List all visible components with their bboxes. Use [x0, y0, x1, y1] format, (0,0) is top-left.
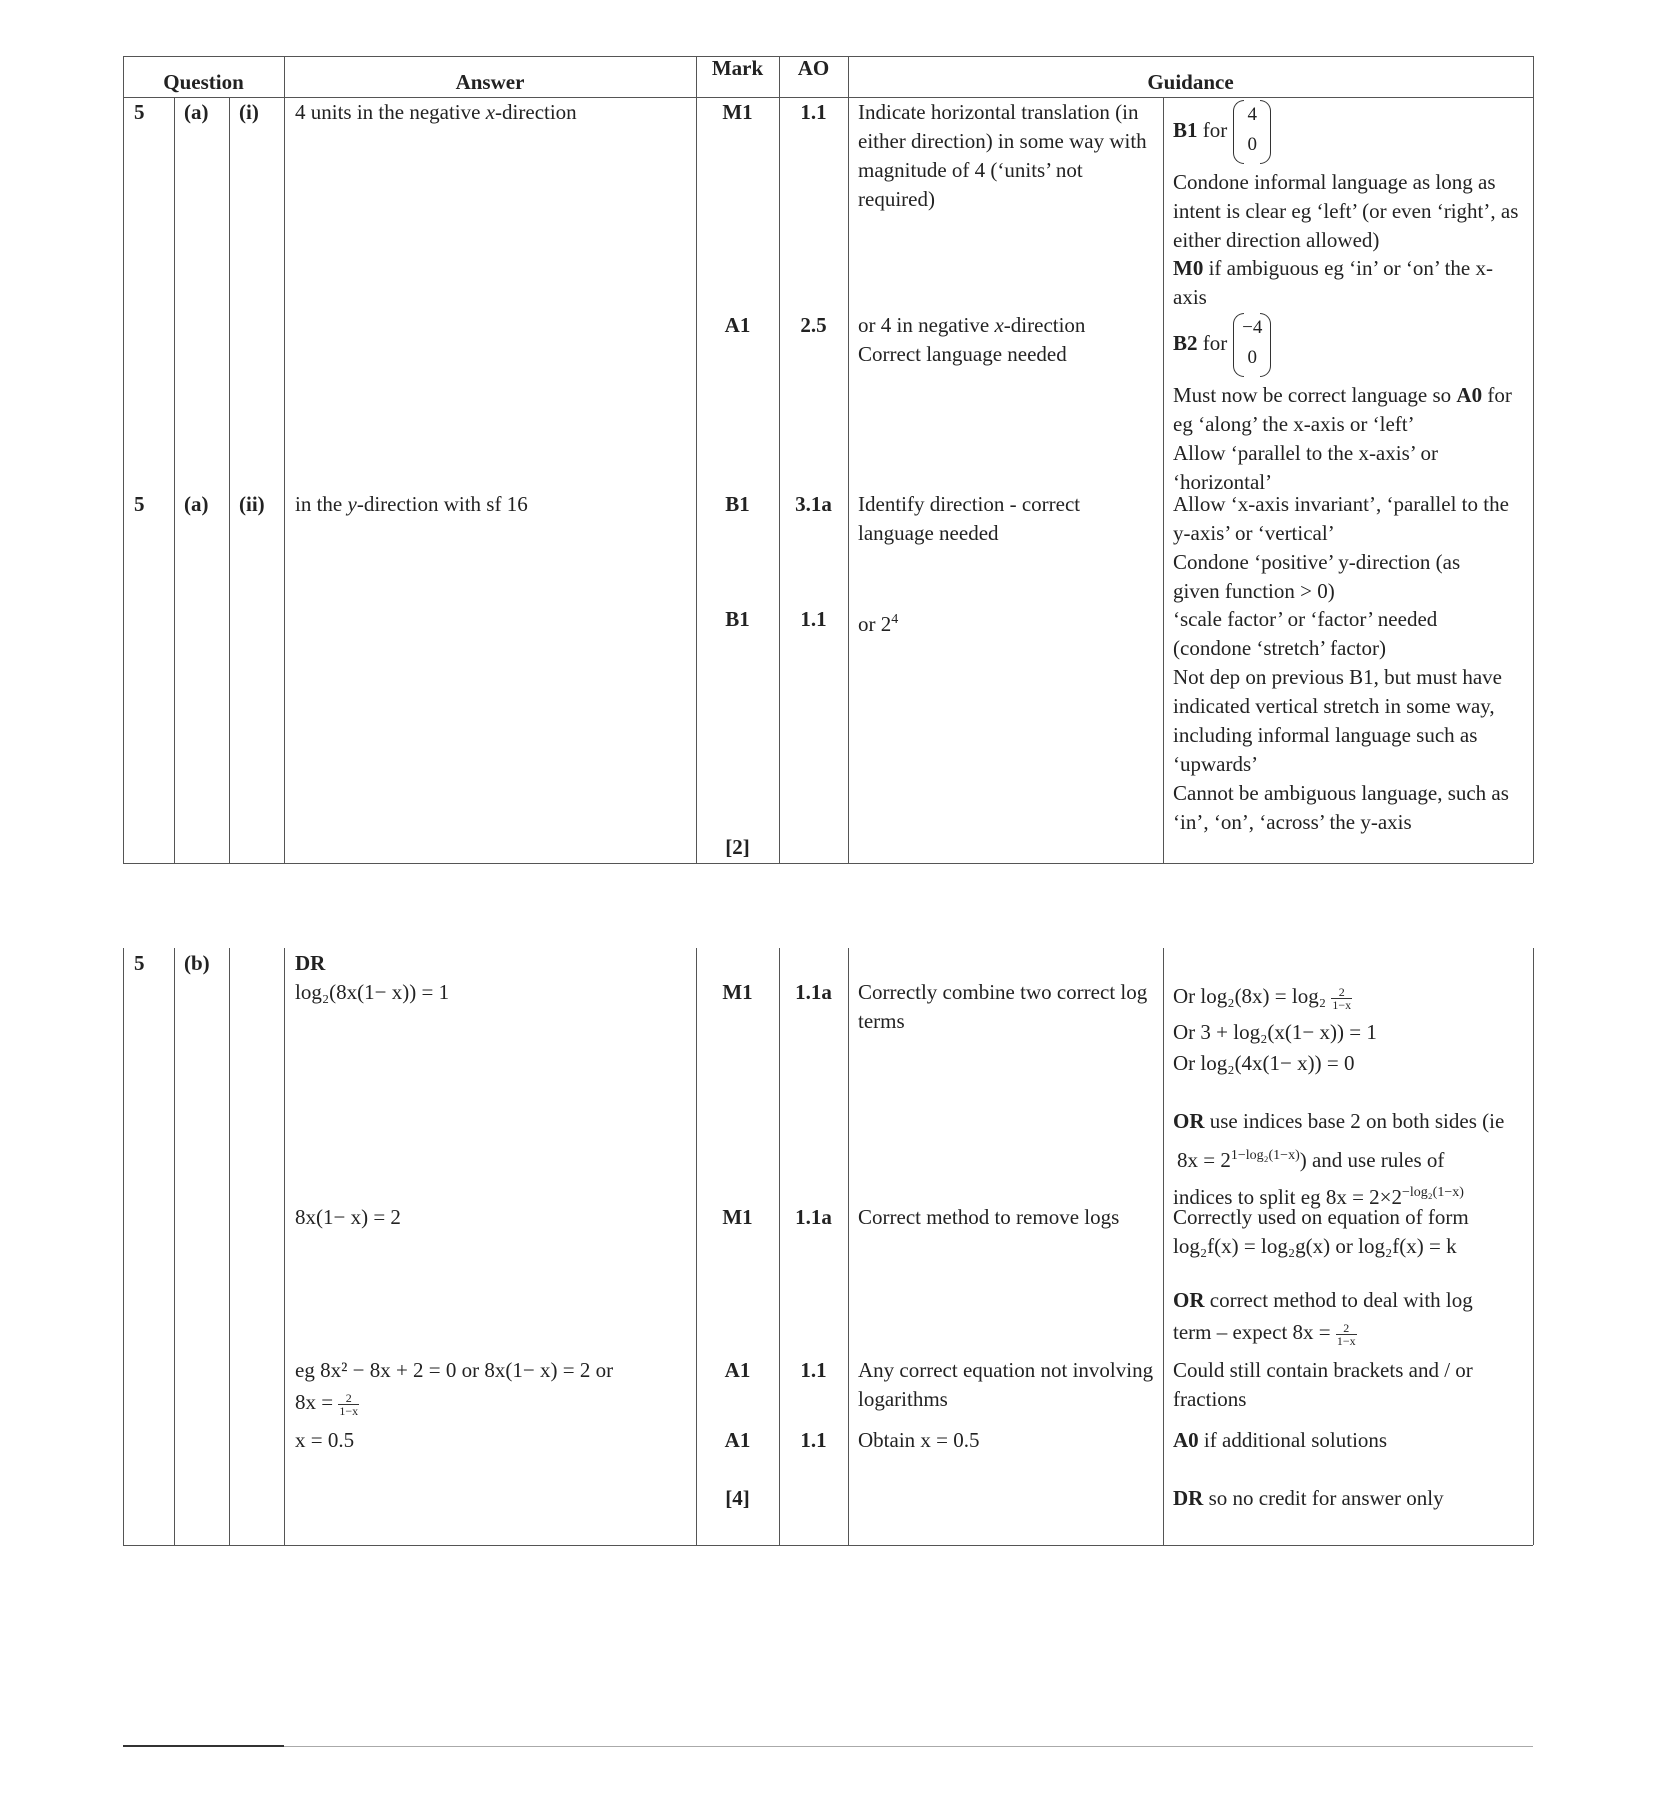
marking-description: or $2^4$ [858, 612, 899, 636]
guidance-text: Correctly used on equation of form [1173, 1205, 1469, 1229]
ao-value: 1.1 [800, 607, 827, 631]
guidance-text: Condone ‘positive’ y-direction (as given function > 0) [1173, 550, 1461, 603]
ao-value: 1.1a [795, 1205, 832, 1229]
question-subpart: (ii) [239, 492, 265, 516]
guidance-text: ‘scale factor’ or ‘factor’ needed (condone ‘stretch’ factor) [1173, 607, 1438, 660]
ao-value: 1.1 [800, 1428, 827, 1452]
guidance-b2-vector: B2 for −4 0 [1173, 311, 1271, 377]
mark-a1: A1 [724, 1358, 751, 1382]
mark-m1: M1 [722, 100, 753, 124]
marking-description: Any correct equation not involving logarithms [858, 1358, 1154, 1411]
answer-text: eg 8x² − 8x + 2 = 0 or 8x(1− x) = 2 or [295, 1358, 614, 1382]
guidance-text: term – expect 8x = $\frac{2}{1-x}$ [1173, 1320, 1356, 1348]
guidance-text: DR so no credit for answer only [1173, 1486, 1444, 1510]
marking-description: Correct language needed [858, 342, 1067, 366]
fraction: $\frac{2}{1-x}$ [339, 1390, 359, 1418]
answer-text: in the y-direction with sf 16 [295, 492, 528, 516]
ao-value: 2.5 [800, 313, 827, 337]
question-number: 5 [134, 492, 145, 516]
answer-text: 8x(1− x) = 2 [295, 1205, 401, 1229]
marking-description: Correctly combine two correct log terms [858, 980, 1148, 1033]
ao-value: 1.1 [800, 100, 827, 124]
answer-text: 8x = $\frac{2}{1-x}$ [295, 1390, 359, 1418]
header-mark: Mark [711, 56, 764, 80]
guidance-m0: M0 if ambiguous eg ‘in’ or ‘on’ the x-axis [1173, 256, 1493, 309]
ao-value: 1.1 [800, 1358, 827, 1382]
mark-total: [2] [725, 835, 750, 859]
direct-reasoning-label: DR [295, 951, 326, 975]
mark-total: [4] [725, 1486, 750, 1510]
guidance-text: Cannot be ambiguous language, such as ‘in’, ‘on’, ‘across’ the y-axis [1173, 781, 1509, 834]
mark-b1: B1 [725, 607, 750, 631]
answer-text: 4 units in the negative x-direction [295, 100, 577, 124]
header-question: Question [163, 70, 244, 94]
question-number: 5 [134, 951, 145, 975]
guidance-b1-vector: B1 for 4 0 [1173, 98, 1271, 164]
marking-description: Identify direction - correct language needed [858, 492, 1081, 545]
ao-value: 1.1a [795, 980, 832, 1004]
marking-description: Indicate horizontal translation (in either direction) in some way with magnitude of 4 (‘units’ not required) [858, 100, 1147, 211]
question-subpart: (i) [239, 100, 259, 124]
guidance-text: Condone informal language as long as intent is clear eg ‘left’ (or even ‘right’, as either direction allowed) [1173, 170, 1519, 252]
guidance-text: Must now be correct language so A0 for eg ‘along’ the x-axis or ‘left’ [1173, 383, 1512, 436]
guidance-text: Or log₂(8x) = log₂ $\frac{2}{1-x}$ [1173, 984, 1352, 1012]
guidance-text: Or 3 + log₂(x(1− x)) = 1 [1173, 1020, 1377, 1044]
fraction: $\frac{2}{1-x}$ [1332, 984, 1352, 1012]
question-number: 5 [134, 100, 145, 124]
fraction: $\frac{2}{1-x}$ [1336, 1320, 1356, 1348]
guidance-text: A0 if additional solutions [1173, 1428, 1388, 1452]
header-guidance: Guidance [1147, 70, 1234, 94]
guidance-text: OR use indices base 2 on both sides (ie [1173, 1109, 1505, 1133]
header-ao: AO [797, 56, 830, 80]
guidance-text: $8x = 2^{1-log_2(1-x)}$) and use rules of [1177, 1148, 1445, 1172]
guidance-text: Or log₂(4x(1− x)) = 0 [1173, 1051, 1355, 1075]
question-part: (a) [184, 492, 209, 516]
mark-m1: M1 [722, 1205, 753, 1229]
guidance-text: OR correct method to deal with log [1173, 1288, 1473, 1312]
column-vector: 4 0 [1233, 100, 1271, 164]
guidance-text: log₂f(x) = log₂g(x) or log₂f(x) = k [1173, 1234, 1457, 1258]
guidance-text: Allow ‘x-axis invariant’, ‘parallel to the y-axis’ or ‘vertical’ [1173, 492, 1509, 545]
guidance-text: Could still contain brackets and / or fractions [1173, 1358, 1473, 1411]
answer-text: log₂(8x(1− x)) = 1 [295, 980, 450, 1004]
question-part: (b) [184, 951, 210, 975]
mark-m1: M1 [722, 980, 753, 1004]
ao-value: 3.1a [795, 492, 832, 516]
column-vector: −4 0 [1233, 313, 1271, 377]
answer-text: x = 0.5 [295, 1428, 355, 1452]
mark-a1: A1 [724, 1428, 751, 1452]
marking-description: Obtain x = 0.5 [858, 1428, 980, 1452]
marking-description: or 4 in negative x-direction [858, 313, 1086, 337]
guidance-text: indices to split eg $8x = 2\times 2^{-log_2(1-x)}$ [1173, 1185, 1464, 1209]
header-answer: Answer [455, 70, 525, 94]
mark-b1: B1 [725, 492, 750, 516]
mark-a1: A1 [724, 313, 751, 337]
marking-description: Correct method to remove logs [858, 1205, 1120, 1229]
guidance-text: Not dep on previous B1, but must have indicated vertical stretch in some way, including informal language such as ‘upwards’ [1173, 665, 1502, 776]
question-part: (a) [184, 100, 209, 124]
guidance-text: Allow ‘parallel to the x-axis’ or ‘horizontal’ [1173, 441, 1438, 494]
